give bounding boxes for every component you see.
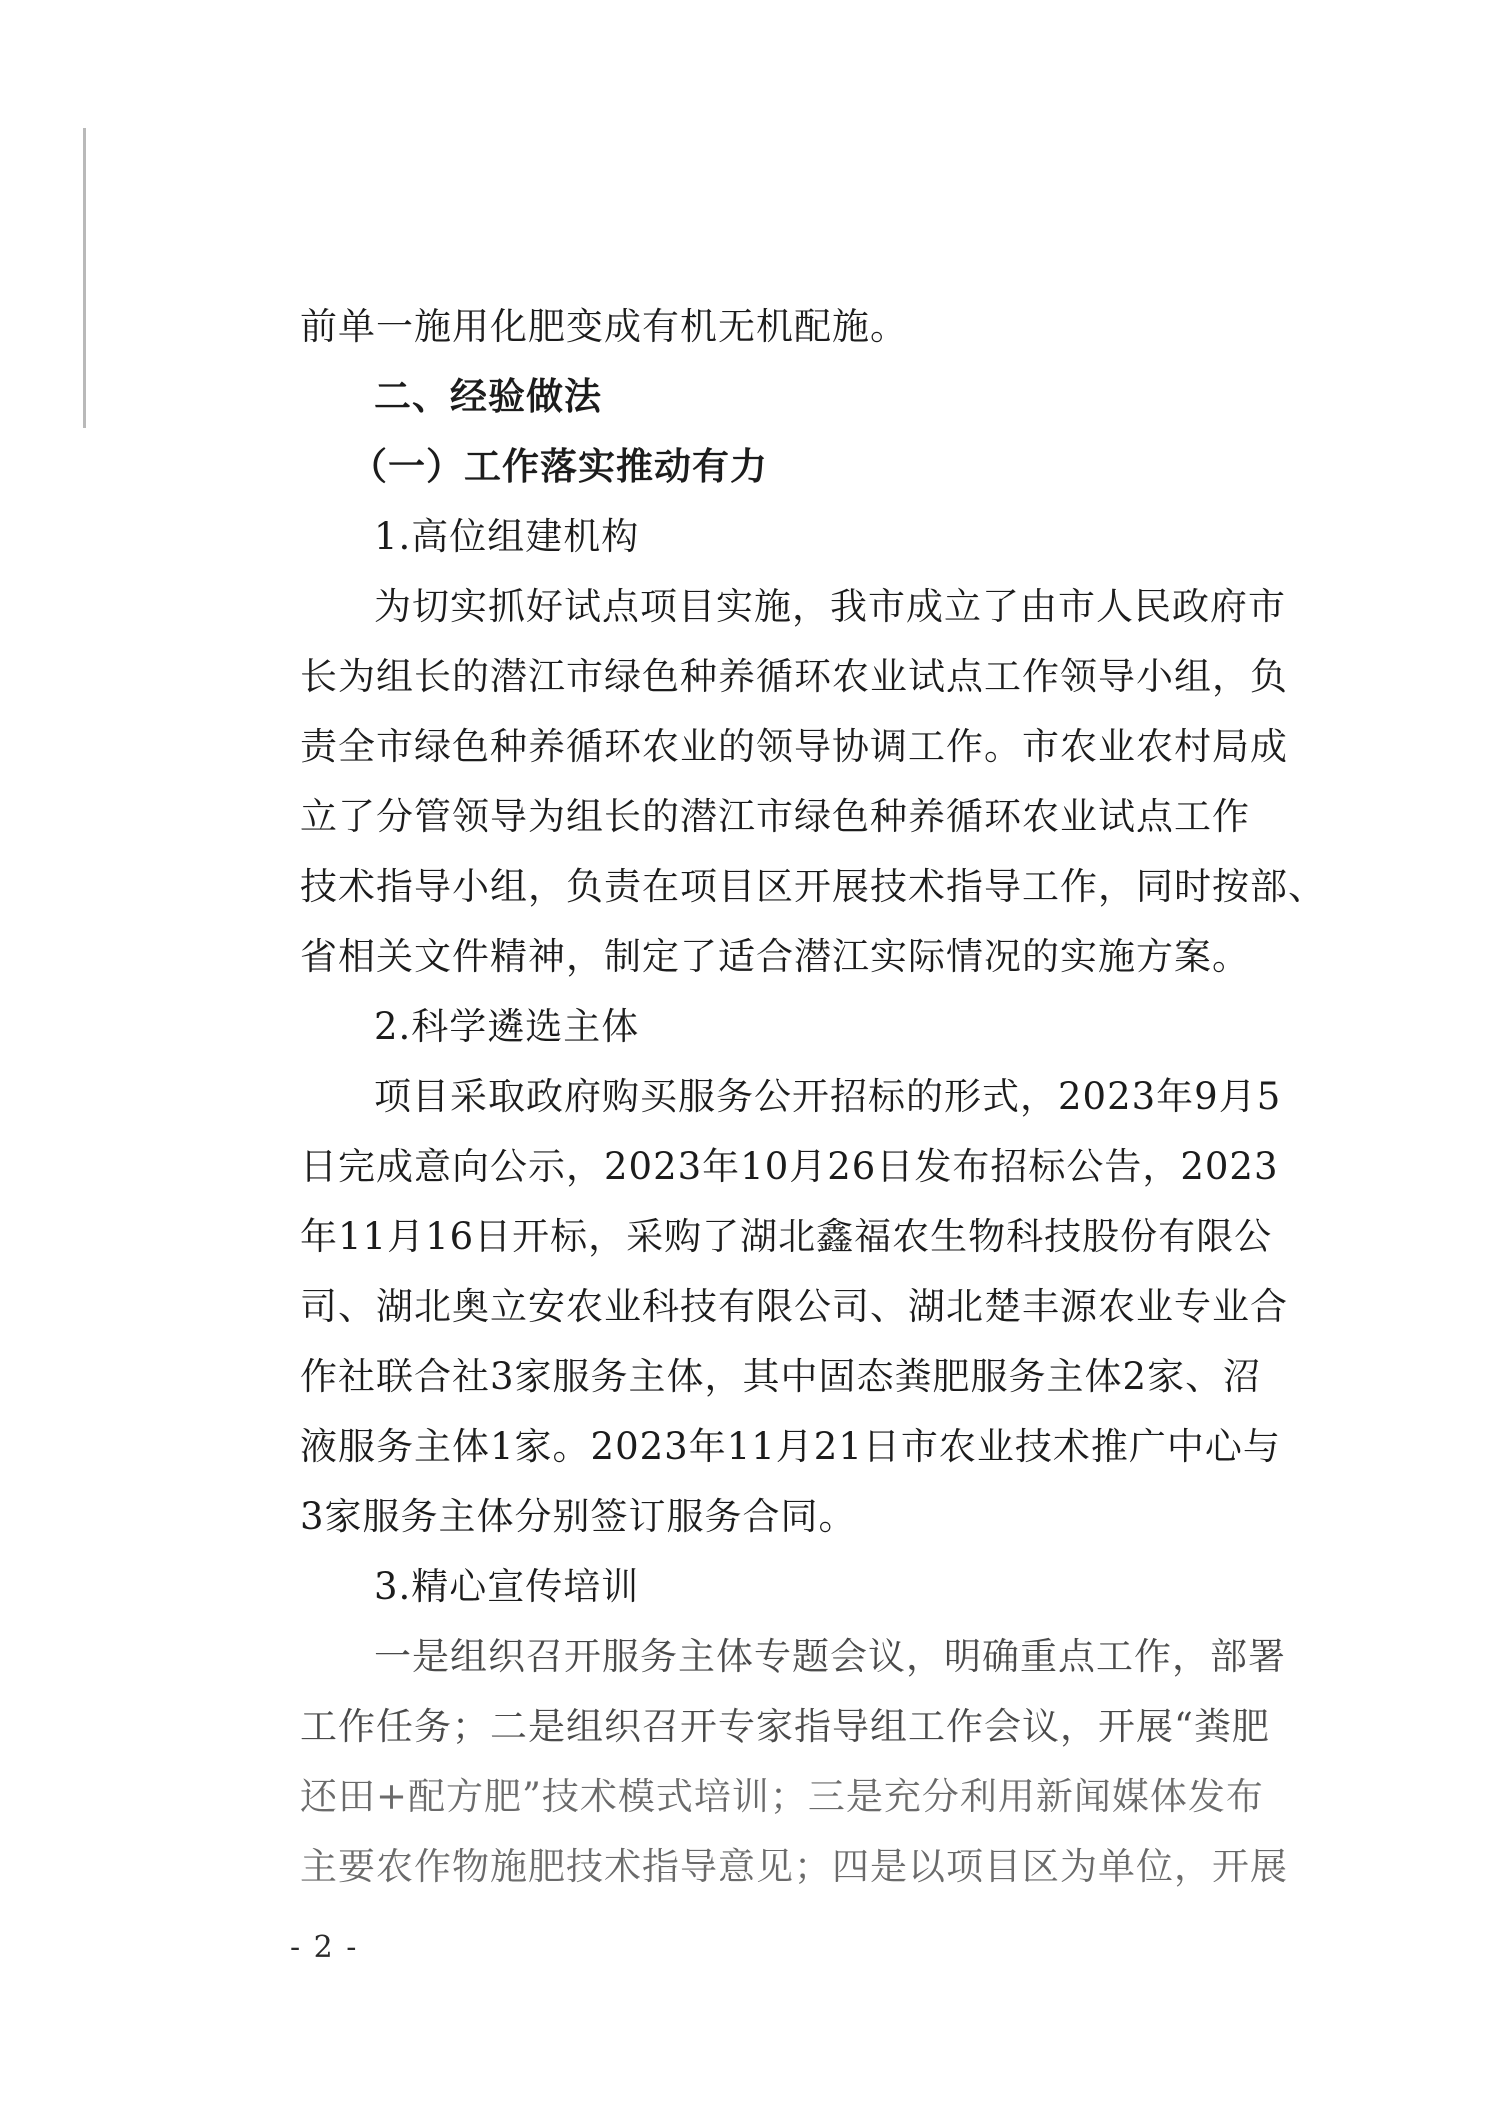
paragraph-line: 一是组织召开服务主体专题会议，明确重点工作，部署 [374,1635,1286,1678]
paragraph-line: 项目采取政府购买服务公开招标的形式，2023年9月5 [374,1075,1282,1118]
subsection-heading: （一）工作落实推动有力 [350,445,768,488]
paragraph-line: 液服务主体1家。2023年11月21日市农业技术推广中心与 [300,1425,1281,1468]
paragraph-line: 工作任务；二是组织召开专家指导组工作会议，开展“粪肥 [300,1705,1270,1748]
document-body [300,292,1326,1902]
paragraph-line: 3家服务主体分别签订服务合同。 [300,1495,857,1538]
paragraph-line: 日完成意向公示，2023年10月26日发布招标公告，2023 [300,1145,1279,1188]
paragraph-line: 主要农作物施肥技术指导意见；四是以项目区为单位，开展 [300,1845,1288,1888]
paragraph-line: 长为组长的潜江市绿色种养循环农业试点工作领导小组，负 [300,655,1288,698]
paragraph-line: 司、湖北奥立安农业科技有限公司、湖北楚丰源农业专业合 [300,1285,1288,1328]
item-title-1: 1.高位组建机构 [374,515,640,558]
paragraph-line: 省相关文件精神，制定了适合潜江实际情况的实施方案。 [300,935,1250,978]
scan-binding-mark [83,128,86,428]
item-title-2: 2.科学遴选主体 [374,1005,640,1048]
paragraph-line: 技术指导小组，负责在项目区开展技术指导工作，同时按部、 [300,865,1326,908]
paragraph-line: 立了分管领导为组长的潜江市绿色种养循环农业试点工作 [300,795,1250,838]
item-title-3: 3.精心宣传培训 [374,1565,640,1608]
paragraph-line: 还田+配方肥”技术模式培训；三是充分利用新闻媒体发布 [300,1775,1264,1818]
paragraph-line: 为切实抓好试点项目实施，我市成立了由市人民政府市 [374,585,1286,628]
paragraph-line: 责全市绿色种养循环农业的领导协调工作。市农业农村局成 [300,725,1288,768]
paragraph-line: 作社联合社3家服务主体，其中固态粪肥服务主体2家、沼 [300,1355,1262,1398]
paragraph-line: 年11月16日开标，采购了湖北鑫福农生物科技股份有限公 [300,1215,1273,1258]
page-number: - 2 - [290,1930,359,1965]
section-heading: 二、经验做法 [374,375,602,418]
paragraph-continuation-line: 前单一施用化肥变成有机无机配施。 [300,305,908,348]
